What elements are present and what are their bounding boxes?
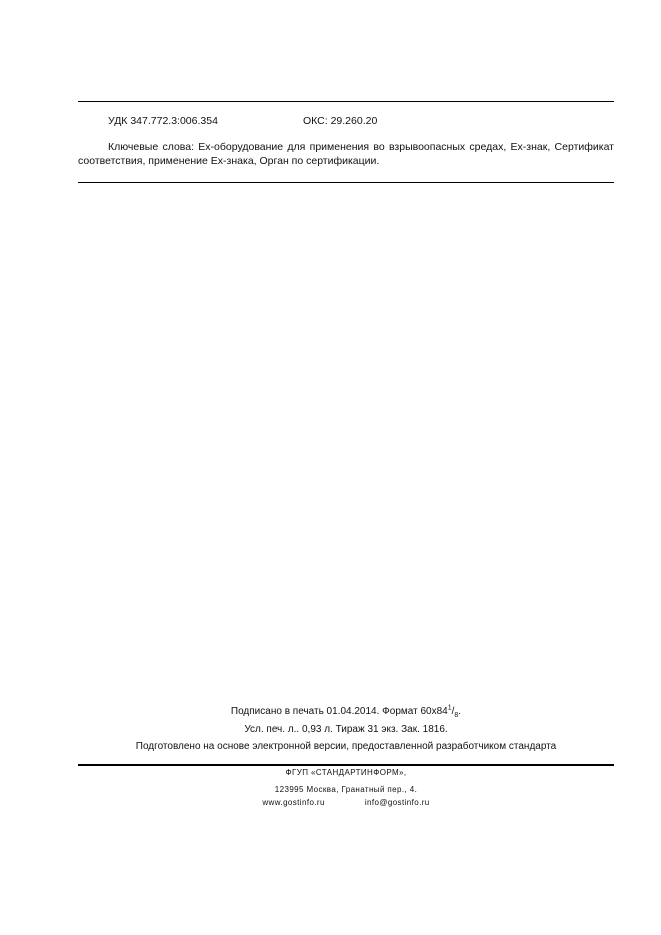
format-suffix: . — [458, 706, 462, 717]
top-divider — [78, 101, 614, 102]
publisher-contacts — [78, 798, 614, 807]
publisher-divider — [78, 764, 614, 766]
format-superscript: 1 — [447, 704, 452, 712]
website-link[interactable]: www.gostinfo.ru — [262, 798, 325, 807]
email-link[interactable]: info@gostinfo.ru — [364, 798, 430, 807]
signed-for-print-line: Подписано в печать 01.04.2014. Формат $60х84^1/_8$. — [230, 704, 462, 719]
format-subscript: 8 — [454, 712, 459, 719]
publisher-name: ФГУП «СТАНДАРТИНФОРМ», — [285, 768, 407, 777]
signed-text: Подписано в печать 01.04.2014. Формат 60х84 — [230, 706, 448, 717]
oks-code: ОКС: 29.260.20 — [303, 115, 378, 127]
keywords-divider — [78, 182, 614, 183]
prepared-note: Подготовлено на основе электронной версии, предоставленной разработчиком стандарта — [135, 741, 557, 752]
udk-code: УДК 347.772.3:006.354 — [108, 115, 218, 127]
keywords-paragraph: Ключевые слова: Ex-оборудование для применения во взрывоопасных средах, Ex-знак, Сертификат соответствия, применение Ex-знака, Орган по сертификации. — [78, 141, 614, 167]
print-sheets-line: Усл. печ. л.. 0,93 л. Тираж 31 экз. Зак. 1816. — [244, 724, 448, 735]
publisher-address: 123995 Москва, Гранатный пер., 4. — [274, 785, 418, 794]
